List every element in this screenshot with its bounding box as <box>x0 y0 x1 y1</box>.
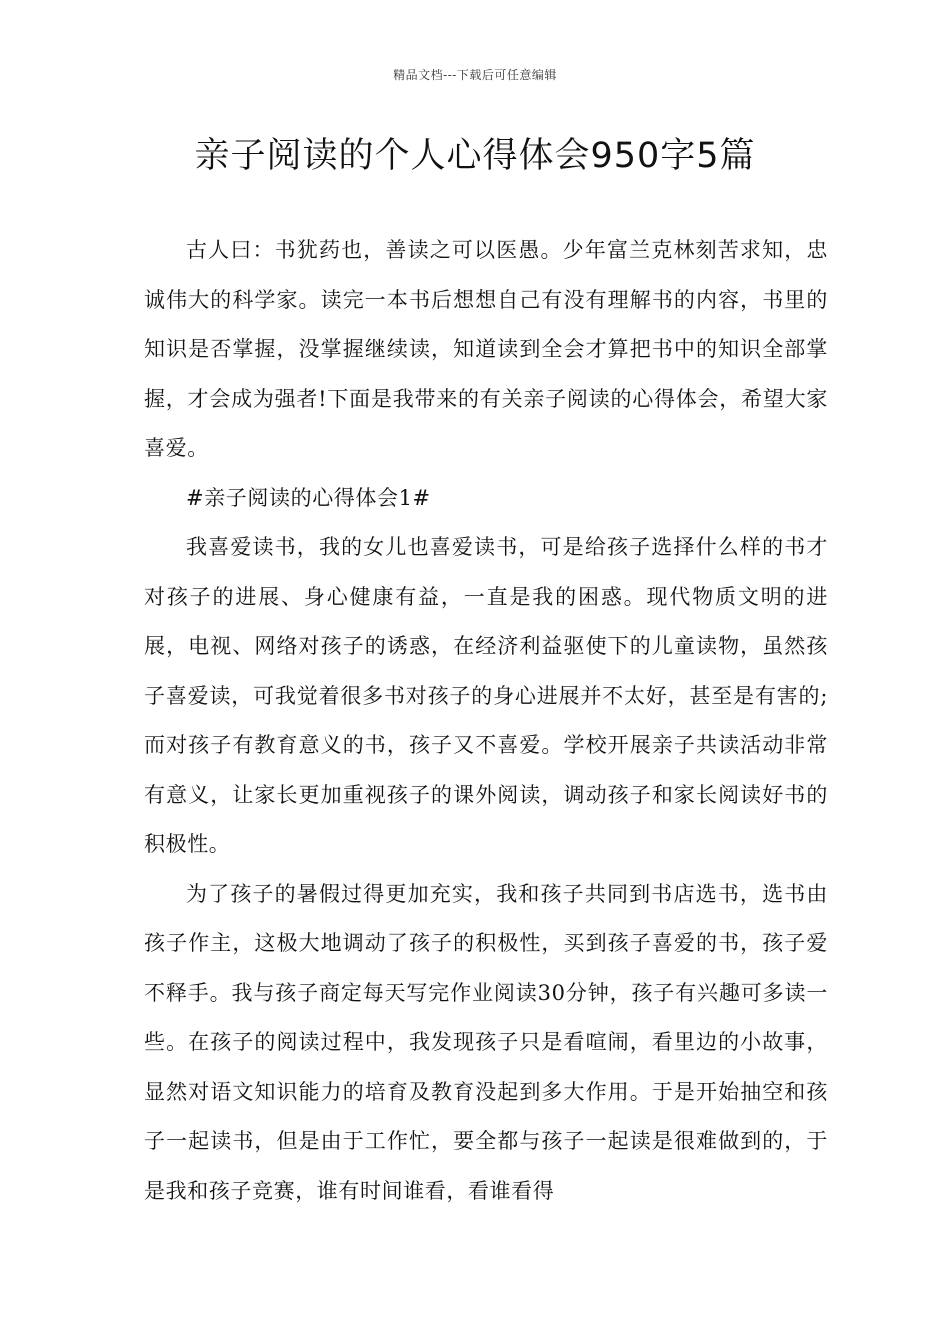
document-body <box>144 226 828 1216</box>
document-title: 亲子阅读的个人心得体会950字5篇 <box>194 136 756 176</box>
paragraph-2: 为了孩子的暑假过得更加充实，我和孩子共同到书店选书，选书由孩子作主，这极大地调动了孩子的积极性，买到孩子喜爱的书，孩子爱不释手。我与孩子商定每天写完作业阅读30分钟，孩子有兴趣可多读一些。在孩子的阅读过程中，我发现孩子只是看喧闹，看里边的小故事，显然对语文知识能力的培育及教育没起到多大作用。于是开始抽空和孩子一起读书，但是由于工作忙，要全都与孩子一起读是很难做到的，于是我和孩子竞赛，谁有时间谁看，看谁看得 <box>144 881 828 1203</box>
section-heading-1: #亲子阅读的心得体会1# <box>186 485 431 510</box>
header-note: 精品文档---下载后可任意编辑 <box>393 68 557 82</box>
paragraph-1: 我喜爱读书，我的女儿也喜爱读书，可是给孩子选择什么样的书才对孩子的进展、身心健康有益，一直是我的困惑。现代物质文明的进展，电视、网络对孩子的诱惑，在经济利益驱使下的儿童读物，虽然孩子喜爱读，可我觉着很多书对孩子的身心进展并不太好，甚至是有害的;而对孩子有教育意义的书，孩子又不喜爱。学校开展亲子共读活动非常有意义，让家长更加重视孩子的课外阅读，调动孩子和家长阅读好书的积极性。 <box>144 535 828 856</box>
paragraph-intro: 古人曰：书犹药也，善读之可以医愚。少年富兰克林刻苦求知，忠诚伟大的科学家。读完一本书后想想自己有没有理解书的内容，书里的知识是否掌握，没掌握继续读，知道读到全会才算把书中的知识全部掌握，才会成为强者!下面是我带来的有关亲子阅读的心得体会，希望大家喜爱。 <box>144 238 828 460</box>
